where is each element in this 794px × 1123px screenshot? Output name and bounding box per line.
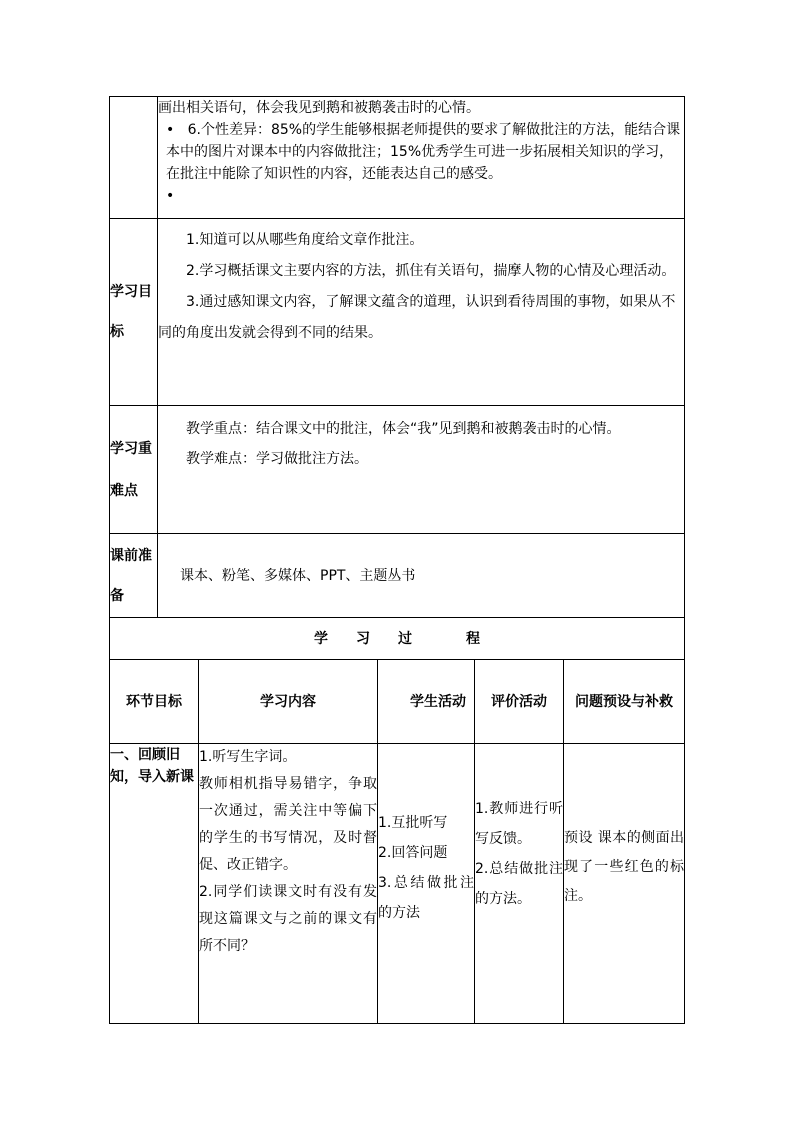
goal-item-3: 3.通过感知课文内容，了解课文蕴含的道理，认识到看待周围的事物，如果从不同的角度出发就会得到不同的结果。 [158,294,676,341]
header-student-activity: 学生活动 [378,660,475,744]
top-line: 画出相关语句，体会我见到鹅和被鹅袭击时的心情。 [158,100,480,116]
top-continuation-row [110,97,685,219]
process-header-row [110,660,685,744]
evaluation-item-2: 2.总结做批注的方法。 [475,861,563,907]
process-title-char-2: 习 [356,630,371,647]
preparation-label: 课前准备 [110,534,158,618]
preparation-content [158,534,685,618]
header-learning-content: 学习内容 [199,660,378,744]
goal-item-1: 1.知道可以从哪些角度给文章作批注。 [186,232,424,248]
top-bullet-text [158,119,684,185]
student-activity-cell [378,744,475,1024]
content-item-2: 教师相机指导易错字，争取一次通过，需关注中等偏下的学生的书写情况，及时督促、改正错字。 [199,776,377,873]
goals-content [158,219,685,406]
goal-item-2: 2.学习概括课文主要内容的方法，抓住有关语句，揣摩人物的心情及心理活动。 [186,263,676,279]
remedy-text: 预设 课本的侧面出现了一些红色的标注。 [564,830,685,904]
content-item-3: 2.同学们读课文时有没有发现这篇课文与之前的课文有所不同？ [199,884,377,954]
goals-label: 学习目标 [110,219,158,406]
key-points-content [158,406,685,534]
header-evaluation-activity: 评价活动 [475,660,564,744]
empty-bullet: • [166,188,175,204]
bullet-mark: • [166,122,175,138]
key-points-row [110,406,685,534]
key-point-item-2: 教学难点：学习做批注方法。 [186,451,368,467]
top-bullet-content: 6.个性差异：85%的学生能够根据老师提供的要求了解做批注的方法，能结合课本中的图片对课本中的内容做批注；15%优秀学生可进一步拓展相关知识的学习，在批注中能除了知识性的内容，还能表达自己的感受。 [166,122,681,182]
top-content-cell [158,97,685,219]
process-row-1 [110,744,685,1024]
process-title-char-1: 学 [314,630,329,647]
header-problem-remedy: 问题预设与补救 [564,660,685,744]
process-title [110,618,685,660]
preparation-row [110,534,685,618]
goals-row [110,219,685,406]
stage-cell: 一、回顾旧知，导入新课 [110,744,199,1024]
process-title-row [110,618,685,660]
student-item-2: 2.回答问题 [378,845,448,861]
key-points-label: 学习重难点 [110,406,158,534]
header-stage-goal: 环节目标 [110,660,199,744]
key-point-item-1: 教学重点：结合课文中的批注，体会“我”见到鹅和被鹅袭击时的心情。 [186,421,621,437]
learning-content-cell [199,744,378,1024]
student-item-1: 1.互批听写 [378,815,448,831]
remedy-cell [564,744,685,1024]
evaluation-cell [475,744,564,1024]
content-item-1: 1.听写生字词。 [199,749,297,765]
process-title-char-4: 程 [466,630,481,647]
process-title-char-3: 过 [398,630,413,647]
top-label-cell [110,97,158,219]
lesson-plan-table [109,96,685,1024]
preparation-text: 课本、粉笔、多媒体、PPT、主题丛书 [180,567,416,584]
evaluation-item-1: 1.教师进行听写反馈。 [475,801,563,847]
student-item-3: 3.总结做批注 的方法 [378,875,474,921]
